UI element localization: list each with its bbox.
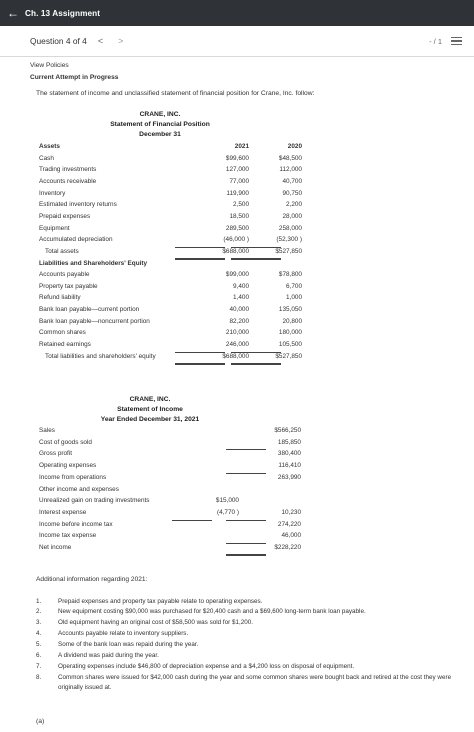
interest-row-inner: (4,770 ) — [216, 508, 239, 516]
sfp-company: CRANE, INC. — [139, 111, 181, 118]
liability-row-label: Retained earnings — [39, 341, 91, 349]
liability-row-2020: $78,800 — [278, 271, 302, 279]
asset-row-2021: 119,900 — [226, 189, 249, 197]
question-nav-bar — [0, 26, 474, 57]
asset-row-2020: (52,300 ) — [276, 236, 302, 244]
liability-row — [39, 341, 439, 351]
interest-row — [39, 509, 439, 519]
info-item-number: 5. — [36, 641, 42, 648]
is-date: Year Ended December 31, 2021 — [100, 416, 200, 423]
sfp-total-liab-dline-2020 — [231, 363, 281, 365]
sfp-header-row — [39, 143, 439, 153]
asset-row-2021: 2,500 — [233, 201, 249, 209]
asset-row-2021: 127,000 — [225, 166, 249, 174]
other-heading-row — [39, 486, 439, 496]
info-item-number: 8. — [36, 674, 42, 681]
asset-row — [39, 236, 439, 246]
other-heading-row-label: Other income and expenses — [39, 485, 119, 493]
asset-row-2020: 40,700 — [282, 177, 302, 185]
is-title: Statement of Income — [117, 406, 183, 413]
liability-row-2021: 9,400 — [233, 282, 249, 290]
liability-row-2020: 135,050 — [278, 306, 302, 314]
next-question-button[interactable]: > — [118, 36, 124, 46]
total-assets-row-2021: $688,000 — [222, 247, 249, 255]
info-item-text: Prepaid expenses and property tax payable relate to operating expenses. — [58, 598, 263, 605]
info-item-text: Operating expenses include $46,800 of depreciation expense and a $4,200 loss on disposal of equipment. — [58, 663, 355, 670]
info-item — [36, 651, 456, 661]
income-ops-row — [39, 474, 439, 484]
liab-heading-row — [39, 260, 439, 270]
liability-row-2021: 82,200 — [229, 317, 249, 325]
liability-row-label: Common shares — [39, 329, 86, 337]
asset-row-2021: 77,000 — [229, 177, 249, 185]
asset-row-2021: 289,500 — [225, 224, 249, 232]
info-item — [36, 597, 456, 607]
info-item — [36, 618, 456, 628]
cogs-row-label: Cost of goods sold — [39, 438, 92, 446]
asset-row-label: Equipment — [39, 224, 70, 232]
asset-row-label: Prepaid expenses — [39, 212, 91, 220]
total-liab-row-label: Total liabilities and shareholders' equity — [45, 352, 156, 360]
asset-row-2020: $48,500 — [278, 154, 302, 162]
gross-profit-row — [39, 450, 439, 460]
liability-row — [39, 306, 439, 316]
liability-row-label: Refund liability — [39, 294, 81, 302]
asset-row-2020: 28,000 — [282, 212, 302, 220]
is-dline-net — [226, 554, 266, 556]
liability-row-label: Property tax payable — [39, 282, 98, 290]
before-tax-row — [39, 521, 439, 531]
sfp-date: December 31 — [139, 131, 181, 138]
col-2020: 2020 — [287, 143, 302, 150]
net-income-row — [39, 544, 439, 554]
assets-heading: Assets — [39, 143, 60, 150]
info-item-number: 3. — [36, 619, 42, 626]
info-item-text: New equipment costing $90,000 was purchased for $20,400 cash and a $69,600 long-term bank loan payable. — [58, 608, 366, 615]
tax-row — [39, 532, 439, 542]
info-item — [36, 673, 456, 693]
unrealized-gain-row — [39, 497, 439, 507]
asset-row — [39, 213, 439, 223]
total-assets-row — [39, 248, 439, 258]
total-liab-row-2021: $688,000 — [222, 352, 249, 360]
interest-row-amount: 10,230 — [281, 508, 301, 516]
asset-row-label: Accumulated depreciation — [39, 236, 113, 244]
liab-heading: Liabilities and Shareholders' Equity — [39, 259, 148, 267]
asset-row-label: Trading investments — [39, 166, 97, 174]
asset-row — [39, 155, 439, 165]
liability-row-2020: 1,000 — [286, 294, 302, 302]
unrealized-gain-row-label: Unrealized gain on trading investments — [39, 497, 150, 505]
prev-question-button[interactable]: < — [97, 36, 104, 46]
total-assets-row-label: Total assets — [45, 247, 79, 255]
liability-row-2021: 1,400 — [233, 294, 249, 302]
sales-row-label: Sales — [39, 427, 55, 434]
liability-row-label: Bank loan payable—noncurrent portion — [39, 317, 150, 325]
opex-row — [39, 462, 439, 472]
asset-row — [39, 201, 439, 211]
liability-row-2021: 40,000 — [229, 306, 249, 314]
additional-info-heading: Additional information regarding 2021: — [36, 576, 148, 583]
liability-row-2020: 105,500 — [278, 341, 302, 349]
total-liab-row — [39, 353, 439, 363]
liability-row-2020: 6,700 — [286, 282, 302, 290]
total-liab-row-2020: $527,850 — [275, 352, 302, 360]
question-counter: Question 4 of 4 — [30, 36, 87, 46]
asset-row-2021: $99,600 — [225, 154, 249, 162]
liability-row-2021: 210,000 — [225, 329, 249, 337]
info-item — [36, 662, 456, 672]
asset-row — [39, 166, 439, 176]
sfp-total-liab-dline-2021 — [175, 363, 225, 365]
info-item-number: 2. — [36, 608, 42, 615]
cogs-row-amount: 185,850 — [277, 438, 301, 446]
question-list-icon[interactable] — [451, 37, 462, 46]
asset-row — [39, 225, 439, 235]
is-company: CRANE, INC. — [129, 396, 171, 403]
liability-row — [39, 318, 439, 328]
info-item-number: 6. — [36, 652, 42, 659]
asset-row-2020: 90,750 — [282, 189, 302, 197]
asset-row-2020: 2,200 — [286, 201, 302, 209]
liability-row — [39, 294, 439, 304]
liability-row — [39, 283, 439, 293]
tax-row-label: Income tax expense — [39, 532, 97, 540]
assignment-title: Ch. 13 Assignment — [25, 8, 101, 18]
liability-row-2020: 180,000 — [278, 329, 302, 337]
info-item-text: Accounts payable relate to inventory suppliers. — [58, 630, 189, 637]
part-label: (a) — [36, 718, 45, 725]
asset-row-label: Accounts receivable — [39, 177, 97, 185]
before-tax-row-label: Income before income tax — [39, 520, 113, 528]
asset-row-label: Estimated inventory returns — [39, 201, 117, 209]
attempt-status: Current Attempt in Progress — [30, 74, 119, 81]
asset-row — [39, 178, 439, 188]
liability-row-2021: $99,000 — [225, 271, 249, 279]
opex-row-amount: 116,410 — [278, 462, 301, 470]
asset-row-2020: 258,000 — [278, 224, 302, 232]
app-header — [0, 0, 474, 26]
sales-row-amount: $566,250 — [274, 427, 301, 434]
income-ops-row-amount: 263,990 — [277, 473, 301, 481]
liability-row-2020: 20,800 — [282, 317, 302, 325]
info-item-number: 1. — [36, 598, 42, 605]
view-policies-link[interactable]: View Policies — [30, 62, 69, 69]
info-item-text: Some of the bank loan was repaid during the year. — [58, 641, 199, 648]
unrealized-gain-row-inner: $15,000 — [215, 497, 239, 505]
before-tax-row-amount: 274,220 — [277, 520, 301, 528]
back-arrow-icon[interactable]: ← — [7, 6, 19, 20]
asset-row — [39, 190, 439, 200]
liability-row-2021: 246,000 — [225, 341, 249, 349]
gross-profit-row-label: Gross profit — [39, 450, 73, 458]
info-item-number: 7. — [36, 663, 42, 670]
net-income-row-label: Net income — [39, 544, 72, 551]
income-ops-row-label: Income from operations — [39, 473, 107, 481]
info-item — [36, 629, 456, 639]
gross-profit-row-amount: 380,400 — [277, 450, 301, 458]
asset-row-2021: 18,500 — [229, 212, 249, 220]
net-income-row-amount: $228,220 — [274, 544, 301, 551]
liability-row — [39, 271, 439, 281]
asset-row-label: Cash — [39, 154, 54, 162]
info-item-number: 4. — [36, 630, 42, 637]
question-intro: The statement of income and unclassified statement of financial position for Crane, Inc. follow: — [36, 90, 315, 97]
liability-row — [39, 329, 439, 339]
sfp-title: Statement of Financial Position — [110, 121, 210, 128]
question-score: - / 1 — [429, 36, 442, 46]
cogs-row — [39, 439, 439, 449]
info-item — [36, 607, 456, 617]
total-assets-row-2020: $527,850 — [275, 247, 302, 255]
info-item-text: Common shares were issued for $42,000 cash during the year and some common shares were bought back and retired at the cost they were originally issued at. — [58, 674, 452, 691]
interest-row-label: Interest expense — [39, 508, 87, 516]
info-item-text: A dividend was paid during the year. — [58, 652, 159, 659]
asset-row-label: Inventory — [39, 189, 66, 197]
liability-row-label: Accounts payable — [39, 271, 90, 279]
liability-row-label: Bank loan payable—current portion — [39, 306, 140, 314]
asset-row-2020: 112,000 — [279, 166, 302, 174]
info-item — [36, 640, 456, 650]
asset-row-2021: (46,000 ) — [223, 236, 249, 244]
info-item-text: Old equipment having an original cost of $58,500 was sold for $1,200. — [58, 619, 253, 626]
sales-row — [39, 427, 439, 437]
tax-row-amount: 46,000 — [281, 532, 301, 540]
opex-row-label: Operating expenses — [39, 462, 97, 470]
col-2021: 2021 — [234, 143, 249, 150]
